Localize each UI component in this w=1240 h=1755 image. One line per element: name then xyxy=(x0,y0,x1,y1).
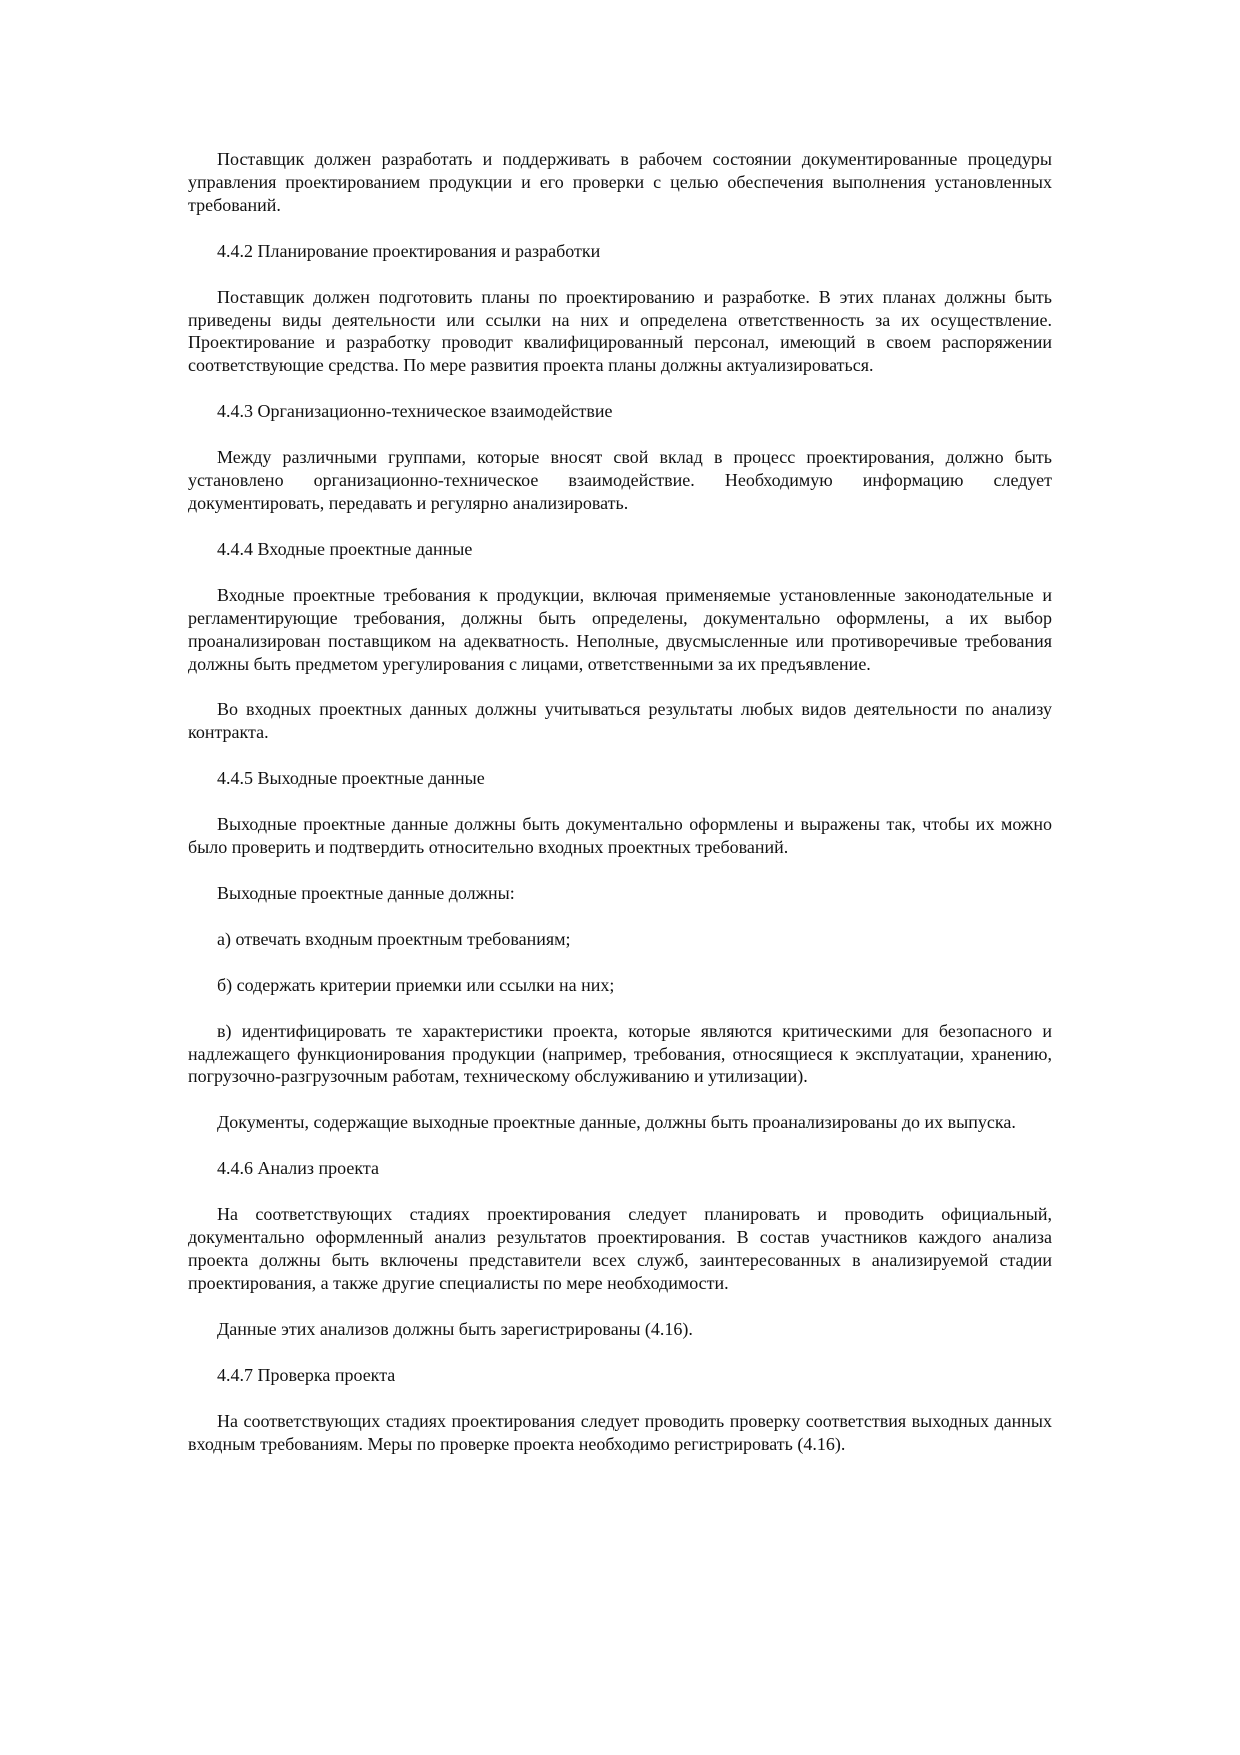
list-item: а) отвечать входным проектным требованиям; xyxy=(217,928,571,949)
paragraph: На соответствующих стадиях проектирования следует проводить проверку соответствия выходных данных входным требованиям. Меры по проверке проекта необходимо регистрировать (4.16). xyxy=(188,1410,1052,1454)
section-heading: 4.4.4 Входные проектные данные xyxy=(217,538,473,559)
paragraph: Поставщик должен разработать и поддерживать в рабочем состоянии документированные процедуры управления проектированием продукции и его проверки с целью обеспечения выполнения установленных требований. xyxy=(188,149,1052,215)
section-heading: 4.4.7 Проверка проекта xyxy=(217,1364,396,1385)
list-item: б) содержать критерии приемки или ссылки на них; xyxy=(217,974,615,995)
section-heading: 4.4.5 Выходные проектные данные xyxy=(217,768,485,789)
section-heading: 4.4.2 Планирование проектирования и разработки xyxy=(217,240,601,261)
section-heading: 4.4.3 Организационно-техническое взаимодействие xyxy=(217,401,613,422)
paragraph: Поставщик должен подготовить планы по проектированию и разработке. В этих планах должны быть приведены виды деятельности или ссылки на них и определена ответственность за их осуществление. Проектирование и разработку проводит квалифицированный персонал, имеющий в своем распоряжении соответствующие средства. По мере развития проекта планы должны актуализироваться. xyxy=(188,286,1052,376)
list-item: в) идентифицировать те характеристики проекта, которые являются критическими для безопасного и надлежащего функционирования продукции (например, требования, относящиеся к эксплуатации, хранению, погрузочно-разгрузочным работам, техническому обслуживанию и утилизации). xyxy=(188,1020,1052,1087)
paragraph: Данные этих анализов должны быть зарегистрированы (4.16). xyxy=(217,1318,693,1339)
paragraph: Выходные проектные данные должны: xyxy=(217,882,515,903)
paragraph: Выходные проектные данные должны быть документально оформлены и выражены так, чтобы их можно было проверить и подтвердить относительно входных проектных требований. xyxy=(188,814,1052,858)
document-page xyxy=(188,148,1052,1478)
paragraph: Между различными группами, которые вносят свой вклад в процесс проектирования, должно быть установлено организационно-техническое взаимодействие. Необходимую информацию следует документировать, передавать и регулярно анализировать. xyxy=(188,447,1052,513)
paragraph: Документы, содержащие выходные проектные данные, должны быть проанализированы до их выпуска. xyxy=(217,1112,1016,1133)
paragraph: Во входных проектных данных должны учитываться результаты любых видов деятельности по анализу контракта. xyxy=(188,699,1052,743)
paragraph: Входные проектные требования к продукции, включая применяемые установленные законодательные и регламентирующие требования, должны быть определены, документально оформлены, а их выбор проанализирован поставщиком на адекватность. Неполные, двусмысленные или противоречивые требования должны быть предметом урегулирования с лицами, ответственными за их предъявление. xyxy=(188,584,1052,674)
section-heading: 4.4.6 Анализ проекта xyxy=(217,1158,379,1179)
paragraph: На соответствующих стадиях проектирования следует планировать и проводить официальный, документально оформленный анализ результатов проектирования. В состав участников каждого анализа проекта должны быть включены представители всех служб, заинтересованных в анализируемой стадии проектирования, а также другие специалисты по мере необходимости. xyxy=(188,1204,1052,1293)
